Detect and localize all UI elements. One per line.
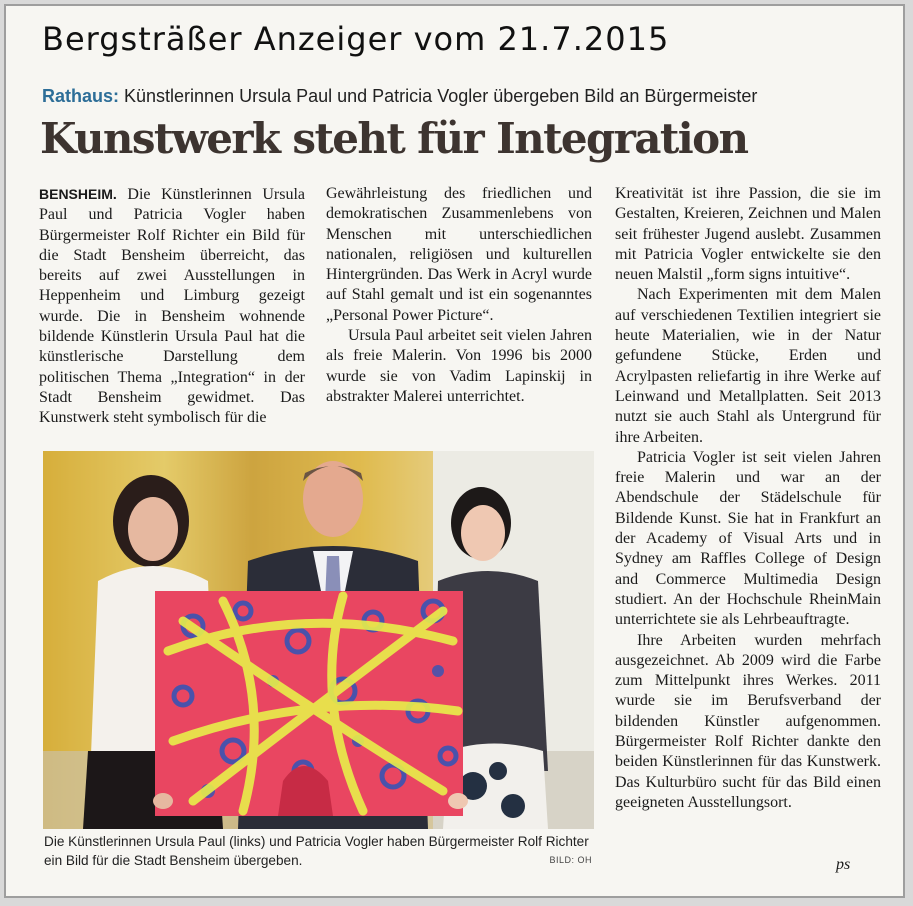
- rubric-label: Rathaus:: [42, 86, 120, 106]
- paragraph: Ursula Paul arbeitet seit vielen Jahren als freie Malerin. Von 1996 bis 2000 wurde sie von Vadim Lapinskij in abstrakter Malerei unterrichtet.: [326, 327, 592, 405]
- painting-integration: [155, 591, 463, 816]
- paragraph: Kreativität ist ihre Passion, die sie im Gestalten, Kreieren, Zeichnen und Malen seit frühester Jugend auslebt. Zusammen mit Patricia Vogler entwickelte sie den neuen Malstil „form signs intuitive“.: [615, 185, 881, 284]
- author-signature: ps: [836, 856, 851, 873]
- deck-text: Künstlerinnen Ursula Paul und Patricia Vogler übergeben Bild an Bürgermeister: [119, 86, 758, 106]
- paragraph: Patricia Vogler ist seit vielen Jahren freie Malerin und war an der Abendschule der Städelschule für Bildende Kunst. Sie hat in Frankfurt an der Academy of Visual Arts und in Sydney am Raffles College of Design and Commerce Multimedia Design studiert. An der Hochschule RheinMain unterrichtete sie als Lehrbeauftragte.: [615, 448, 881, 629]
- kicker: [42, 86, 757, 107]
- paragraph: Nach Experimenten mit dem Malen auf verschiedenen Textilien integriert sie heute Materialien, wie in der Natur gefundene Stücke, Erden und Acrylpasten reliefartig in ihre Werke auf Leinwand und Metallplatten. Seit 2013 nutzt sie auch Stahl als Untergrund für ihre Arbeiten.: [615, 286, 881, 446]
- source-line: Bergsträßer Anzeiger vom 21.7.2015: [42, 20, 670, 58]
- paragraph: [39, 184, 305, 429]
- paragraph-text: Die Künstlerinnen Ursula Paul und Patricia Vogler haben Bürgermeister Rolf Richter ein Bild für die Stadt Bensheim überreicht, das bereits auf zwei Ausstellungen in Heppenheim und Limburg gezeigt wurde. Die in Bensheim wohnende bildende Künstlerin Ursula Paul hat die künstlerische Darstellung dem politischen Thema „Integration“ in der Stadt Bensheim gewidmet. Das Kunstwerk steht symbolisch für die: [39, 186, 305, 427]
- dateline: BENSHEIM.: [39, 186, 117, 202]
- photo-caption: [44, 832, 596, 870]
- photo-credit: BILD: OH: [549, 855, 592, 865]
- article-column-2: [326, 184, 592, 407]
- photo-illustration: [43, 451, 594, 829]
- caption-text: Die Künstlerinnen Ursula Paul (links) und Patricia Vogler haben Bürgermeister Rolf Richter ein Bild für die Stadt Bensheim übergeben.: [44, 834, 589, 868]
- paragraph: Ihre Arbeiten wurden mehrfach ausgezeichnet. Ab 2009 wird die Farbe zum Mittelpunkt ihres Werkes. 2011 wurde sie im Berufsverband der bildenden Künstler aufgenommen. Bürgermeister Rolf Richter dankte den beiden Künstlerinnen für das Kunstwerk. Das Kulturbüro sucht für das Bild einen geeigneten Ausstellungsort.: [615, 631, 881, 811]
- newspaper-clipping: [4, 4, 905, 898]
- headline: Kunstwerk steht für Integration: [40, 114, 748, 163]
- article-column-1: [39, 184, 305, 429]
- article-photo: [43, 451, 594, 829]
- paragraph: Gewährleistung des friedlichen und demokratischen Zusammenlebens von Menschen mit unterschiedlichen nationalen, religiösen und kulturellen Hintergründen. Das Werk in Acryl wurde auf Stahl gemalt und ist ein sogenanntes „Personal Power Picture“.: [326, 185, 592, 324]
- article-column-3: [615, 184, 881, 813]
